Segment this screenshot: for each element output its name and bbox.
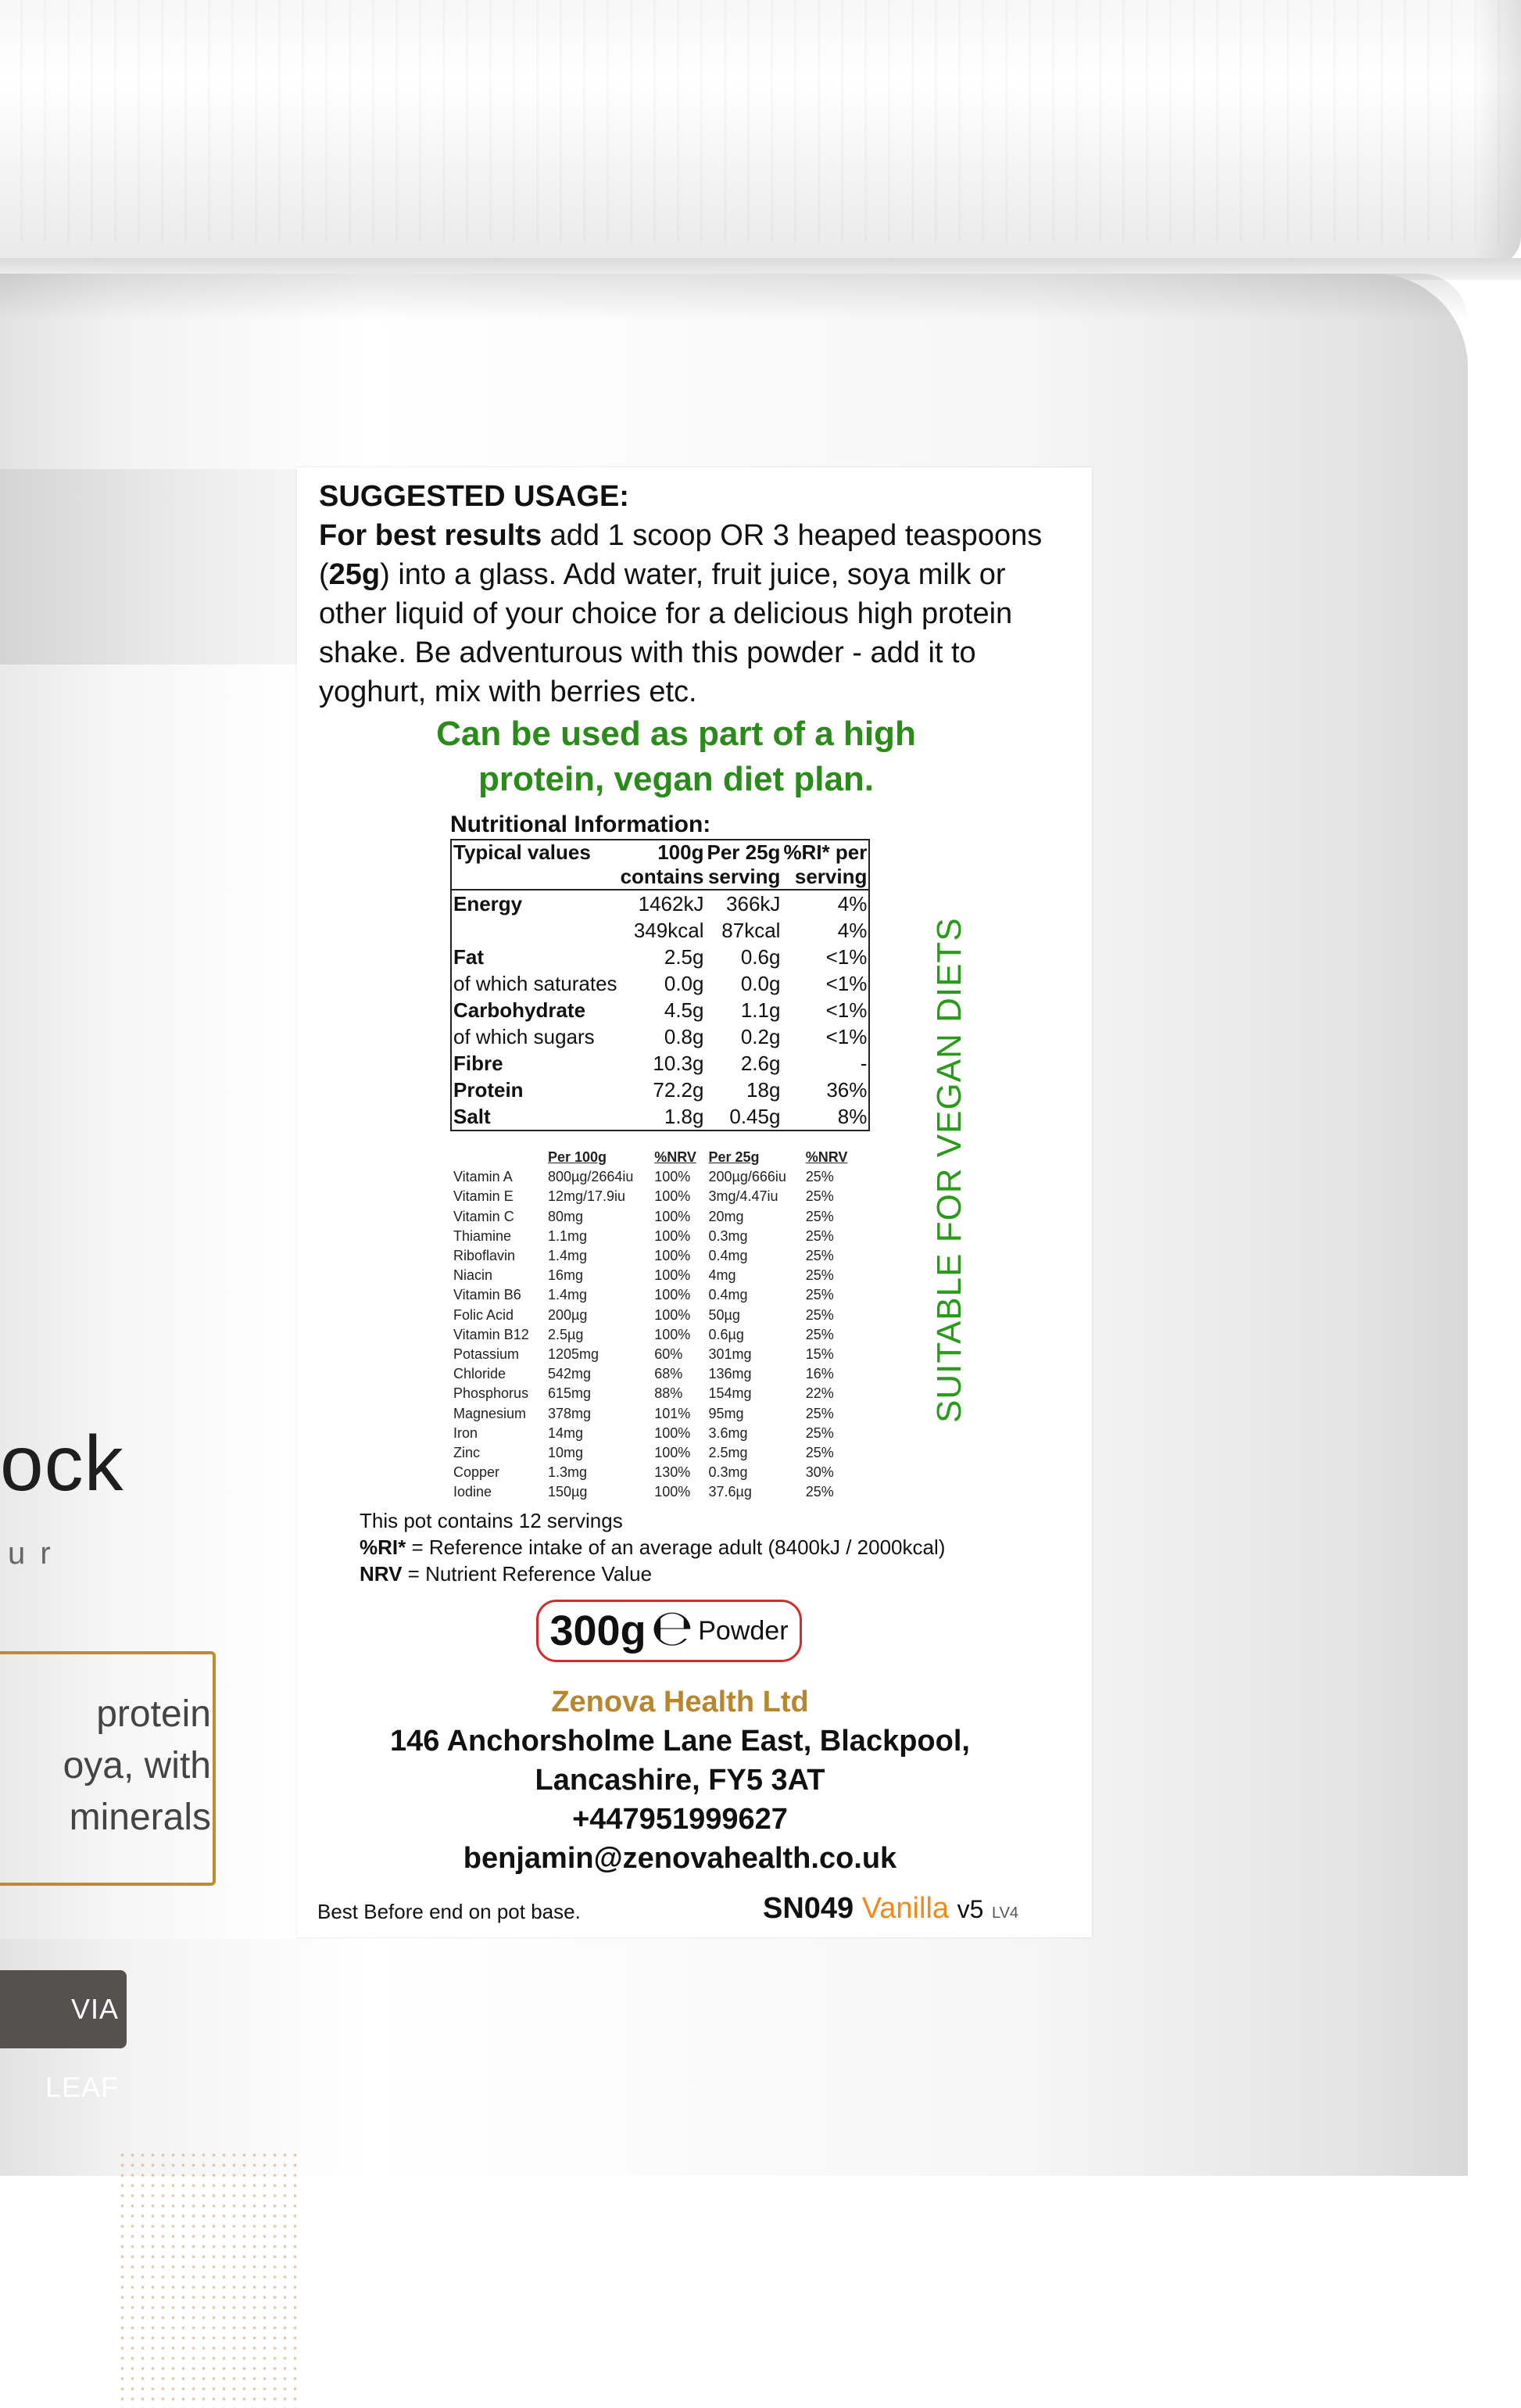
vitamin-nrv25: 25% <box>805 1405 834 1421</box>
nutrition-per100: 4.5g <box>664 998 704 1022</box>
nutrition-per25: 0.45g <box>729 1104 781 1128</box>
servings-text: This pot contains 12 servings <box>360 1509 623 1532</box>
vitamin-row <box>452 1246 858 1266</box>
vitamin-name: Magnesium <box>453 1405 527 1421</box>
vitamin-name: Iron <box>453 1424 478 1441</box>
vitamin-per100: 2.5µg <box>547 1326 584 1342</box>
vitamin-nrv25: 25% <box>805 1248 834 1264</box>
ri-note: %RI* = Reference intake of an average adult (8400kJ / 2000kcal) <box>360 1535 946 1559</box>
vitamin-nrv25: 25% <box>805 1484 834 1500</box>
vitamin-nrv100: 100% <box>654 1287 691 1303</box>
vitamin-name: Vitamin E <box>453 1188 514 1205</box>
vitamin-per25: 154mg <box>708 1385 752 1402</box>
vitamin-nrv25: 25% <box>805 1306 834 1323</box>
nutrition-ri: 8% <box>837 1104 868 1128</box>
vitamin-nrv100: 68% <box>654 1366 683 1382</box>
vitamin-per25: 95mg <box>708 1405 744 1421</box>
vitamin-nrv25: 25% <box>805 1326 834 1342</box>
vitamin-nrv100: 100% <box>654 1267 691 1284</box>
nutrition-nutrient: Salt <box>453 1104 491 1128</box>
front-subtitle-fragment: u r <box>8 1536 54 1571</box>
nutrition-ri: <1% <box>825 944 868 969</box>
vitamin-nrv25: 25% <box>805 1188 834 1205</box>
vitamin-nrv25: 25% <box>805 1208 834 1224</box>
nutrition-ri: 4% <box>837 891 868 916</box>
nutrition-row <box>451 1050 869 1077</box>
vitamin-per100: 615mg <box>547 1385 591 1402</box>
vitamin-row <box>452 1482 858 1502</box>
vitamin-header-row <box>452 1148 858 1167</box>
best-before: Best Before end on pot base. <box>317 1900 581 1923</box>
vitamin-nrv25: 22% <box>805 1385 834 1402</box>
vitamin-per25: 0.6µg <box>708 1326 744 1342</box>
vitamin-row <box>452 1345 858 1364</box>
vitamin-per100: 1.4mg <box>547 1287 587 1303</box>
vitamin-nrv100: 88% <box>654 1385 683 1402</box>
estimated-sign-icon: ℮ <box>650 1600 694 1657</box>
usage-text: add 1 scoop OR 3 heaped teaspoons ( <box>319 519 1043 591</box>
vitamin-nrv25: 25% <box>805 1267 834 1284</box>
nutrition-per25: 366kJ <box>726 891 781 916</box>
nutrition-nutrient: Fat <box>453 944 484 969</box>
vitamin-row <box>452 1384 858 1403</box>
nutrition-per100: 349kcal <box>633 918 704 942</box>
nutrition-header-25g: Per 25g serving <box>707 840 781 888</box>
nutrition-ri: - <box>860 1051 868 1075</box>
vitamin-row <box>452 1227 858 1246</box>
nutrition-nutrient: Fibre <box>453 1051 503 1075</box>
vitamin-per25: 0.3mg <box>708 1464 748 1481</box>
nutrition-row <box>451 944 869 970</box>
nutrition-per25: 87kcal <box>721 918 781 942</box>
vitamin-per100: 12mg/17.9iu <box>547 1188 626 1205</box>
product-form: Powder <box>698 1615 789 1646</box>
vitamin-nrv100: 100% <box>654 1484 691 1500</box>
vitamin-header-per100: Per 100g <box>547 1149 607 1166</box>
nutrition-header-ri: %RI* per serving <box>783 840 868 888</box>
vitamin-row <box>452 1285 858 1305</box>
vitamin-row <box>452 1167 858 1187</box>
vitamin-nrv100: 100% <box>654 1326 691 1342</box>
usage-lead: For best results <box>319 519 542 552</box>
vitamin-per25: 3mg/4.47iu <box>708 1188 778 1205</box>
front-label <box>0 469 297 2103</box>
address-line: Lancashire, FY5 3AT <box>535 1764 825 1797</box>
vitamin-nrv100: 100% <box>654 1248 691 1264</box>
nutrition-per100: 1.8g <box>664 1104 704 1128</box>
vitamin-name: Zinc <box>453 1444 481 1460</box>
usage-dose: 25g <box>328 558 381 591</box>
address-line: 146 Anchorsholme Lane East, Blackpool, <box>390 1725 970 1758</box>
vitamin-name: Thiamine <box>453 1227 512 1244</box>
vitamin-per25: 301mg <box>708 1346 752 1362</box>
vitamin-nrv25: 16% <box>805 1366 834 1382</box>
nutrition-per25: 2.6g <box>740 1051 781 1075</box>
nutrition-per100: 72.2g <box>653 1077 704 1102</box>
vitamin-nrv25: 25% <box>805 1444 834 1460</box>
nutrition-row <box>451 917 869 944</box>
nutrition-per100: 0.8g <box>664 1024 704 1048</box>
vitamin-nrv100: 101% <box>654 1405 691 1421</box>
nutrition-ri: <1% <box>825 971 868 995</box>
vitamin-nrv100: 100% <box>654 1169 691 1185</box>
vitamin-row <box>452 1325 858 1345</box>
front-box-text <box>0 1689 211 1844</box>
nutrition-nutrient: Carbohydrate <box>453 998 586 1022</box>
version: v5 <box>957 1895 984 1923</box>
vitamin-row <box>452 1187 858 1206</box>
vitamin-row <box>452 1364 858 1384</box>
nutrition-nutrient: Energy <box>453 891 523 916</box>
nutrition-row <box>451 1023 869 1050</box>
nutrition-nutrient: Protein <box>453 1077 524 1102</box>
nutrition-header-label: Typical values <box>453 840 591 864</box>
nutrition-per100: 10.3g <box>653 1051 704 1075</box>
vitamin-per100: 200µg <box>547 1306 588 1323</box>
vitamin-per100: 150µg <box>547 1484 588 1500</box>
vitamin-nrv100: 100% <box>654 1208 691 1224</box>
vitamin-nrv25: 15% <box>805 1346 834 1362</box>
nutrition-table <box>450 839 870 1131</box>
vitamin-per100: 1.4mg <box>547 1248 587 1264</box>
vitamin-name: Iodine <box>453 1484 492 1500</box>
usage-heading: SUGGESTED USAGE: <box>319 480 629 513</box>
vitamin-per100: 378mg <box>547 1405 591 1421</box>
usage-text-rest: ) into a glass. Add water, fruit juice, soya milk or other liquid of your choice for a delicious high protein shake. Be adventurous with this powder - add it to yoghurt, mix with berries etc. <box>319 558 1013 708</box>
email: benjamin@zenovahealth.co.uk <box>463 1842 897 1875</box>
lid-ridges <box>0 0 1521 242</box>
nutrition-ri: 4% <box>837 918 868 942</box>
phone: +447951999627 <box>572 1803 788 1836</box>
nutrition-row <box>451 997 869 1023</box>
vitamin-nrv25: 25% <box>805 1169 834 1185</box>
vitamin-nrv100: 100% <box>654 1227 691 1244</box>
vitamin-name: Vitamin B12 <box>453 1326 529 1342</box>
vitamin-per100: 1.1mg <box>547 1227 587 1244</box>
vitamin-header-nrv: %NRV <box>654 1149 696 1166</box>
vitamin-row <box>452 1424 858 1443</box>
vitamin-per100: 1205mg <box>547 1346 599 1362</box>
nutrition-row <box>451 1077 869 1103</box>
label-version: LV4 <box>991 1905 1019 1922</box>
vitamin-row <box>452 1207 858 1227</box>
company-block <box>344 1682 1016 1878</box>
vitamin-per25: 136mg <box>708 1366 752 1382</box>
pot-shadow <box>0 274 1468 321</box>
nutrition-header-100g: 100g contains <box>620 840 704 888</box>
nutrition-per100: 0.0g <box>664 971 704 995</box>
vitamin-per100: 1.3mg <box>547 1464 587 1481</box>
vitamin-nrv100: 100% <box>654 1444 691 1460</box>
nrv-note: NRV = Nutrient Reference Value <box>360 1562 653 1586</box>
nutrition-per25: 0.2g <box>740 1024 781 1048</box>
vitamin-nrv100: 100% <box>654 1306 691 1323</box>
nutrition-per100: 2.5g <box>664 944 704 969</box>
vitamin-row <box>452 1443 858 1463</box>
vitamin-name: Vitamin C <box>453 1208 514 1224</box>
suggested-usage <box>319 477 1054 711</box>
vitamin-per25: 3.6mg <box>708 1424 748 1441</box>
vitamin-nrv100: 100% <box>654 1424 691 1441</box>
nutrition-row <box>451 970 869 997</box>
vitamin-per100: 16mg <box>547 1267 583 1284</box>
vitamin-nrv25: 30% <box>805 1464 834 1481</box>
vitamin-name: Niacin <box>453 1267 493 1284</box>
nutrition-ri: 36% <box>826 1077 868 1102</box>
vitamin-name: Phosphorus <box>453 1385 529 1402</box>
vitamin-name: Chloride <box>453 1366 506 1382</box>
nutrition-per25: 1.1g <box>740 998 781 1022</box>
vitamin-per25: 20mg <box>708 1208 744 1224</box>
vitamin-row <box>452 1403 858 1423</box>
vitamin-nrv25: 25% <box>805 1424 834 1441</box>
front-title-fragment: ock <box>0 1420 124 1507</box>
vitamin-per25: 0.4mg <box>708 1287 748 1303</box>
nutrition-heading: Nutritional Information: <box>450 812 711 837</box>
vitamin-per100: 14mg <box>547 1424 583 1441</box>
nutrition-ri: <1% <box>825 1024 868 1048</box>
vitamin-row <box>452 1463 858 1482</box>
product-code <box>763 1892 1018 1926</box>
nutrition-per25: 18g <box>746 1077 781 1102</box>
vitamin-name: Copper <box>453 1464 500 1481</box>
vitamin-per25: 2.5mg <box>708 1444 748 1460</box>
vitamin-per25: 0.4mg <box>708 1248 748 1264</box>
vitamin-nrv100: 130% <box>654 1464 691 1481</box>
vitamin-nrv25: 25% <box>805 1287 834 1303</box>
vitamin-per25: 0.3mg <box>708 1227 748 1244</box>
nutrition-ri: <1% <box>825 998 868 1022</box>
pot-info <box>360 1507 945 1587</box>
vitamin-per100: 10mg <box>547 1444 583 1460</box>
nutrition-row <box>451 1103 869 1131</box>
front-box-line: oya, with <box>63 1745 211 1786</box>
nutrition-per25: 0.6g <box>740 944 781 969</box>
vitamin-row <box>452 1266 858 1285</box>
vitamin-table <box>452 1148 858 1502</box>
nutrition-row <box>451 890 869 917</box>
nutrition-per25: 0.0g <box>740 971 781 995</box>
nutrition-nutrient: of which sugars <box>453 1024 595 1048</box>
vegan-vertical-text: SUITABLE FOR VEGAN DIETS <box>930 917 968 1423</box>
vitamin-per100: 542mg <box>547 1366 591 1382</box>
front-box-line: protein <box>96 1693 211 1735</box>
flavour: Vanilla <box>861 1892 950 1925</box>
diet-tagline: Can be used as part of a high protein, vegan diet plan. <box>436 715 916 798</box>
dot-pattern <box>117 2150 297 2408</box>
vitamin-name: Vitamin B6 <box>453 1287 521 1303</box>
front-label-band <box>0 469 297 665</box>
vitamin-name: Potassium <box>453 1346 520 1362</box>
vitamin-per25: 50µg <box>708 1306 740 1323</box>
sku: SN049 <box>763 1892 854 1925</box>
vitamin-name: Folic Acid <box>453 1306 514 1323</box>
company-name: Zenova Health Ltd <box>551 1686 809 1718</box>
vitamin-nrv100: 60% <box>654 1346 683 1362</box>
vitamin-header-per25: Per 25g <box>708 1149 760 1166</box>
vitamin-name: Vitamin A <box>453 1169 513 1185</box>
vitamin-per25: 4mg <box>708 1267 736 1284</box>
lid-edge-shade <box>1474 0 1521 266</box>
vitamin-header-nrv: %NRV <box>805 1149 848 1166</box>
vitamin-per25: 200µg/666iu <box>708 1169 786 1185</box>
vitamin-nrv100: 100% <box>654 1188 691 1205</box>
nutrition-nutrient <box>451 917 619 944</box>
vitamin-per25: 37.6µg <box>708 1484 752 1500</box>
vitamin-row <box>452 1306 858 1325</box>
vitamin-per100: 80mg <box>547 1208 583 1224</box>
nutrition-nutrient: of which saturates <box>453 971 617 995</box>
nutrition-header-row <box>451 840 869 890</box>
vitamin-name: Riboflavin <box>453 1248 516 1264</box>
front-box-line: minerals <box>69 1797 211 1838</box>
front-tag: VIA LEAF <box>0 1970 127 2048</box>
vitamin-nrv25: 25% <box>805 1227 834 1244</box>
net-weight: 300g <box>549 1607 646 1654</box>
nutrition-per100: 1462kJ <box>638 891 704 916</box>
weight-badge <box>536 1600 802 1662</box>
vitamin-per100: 800µg/2664iu <box>547 1169 634 1185</box>
